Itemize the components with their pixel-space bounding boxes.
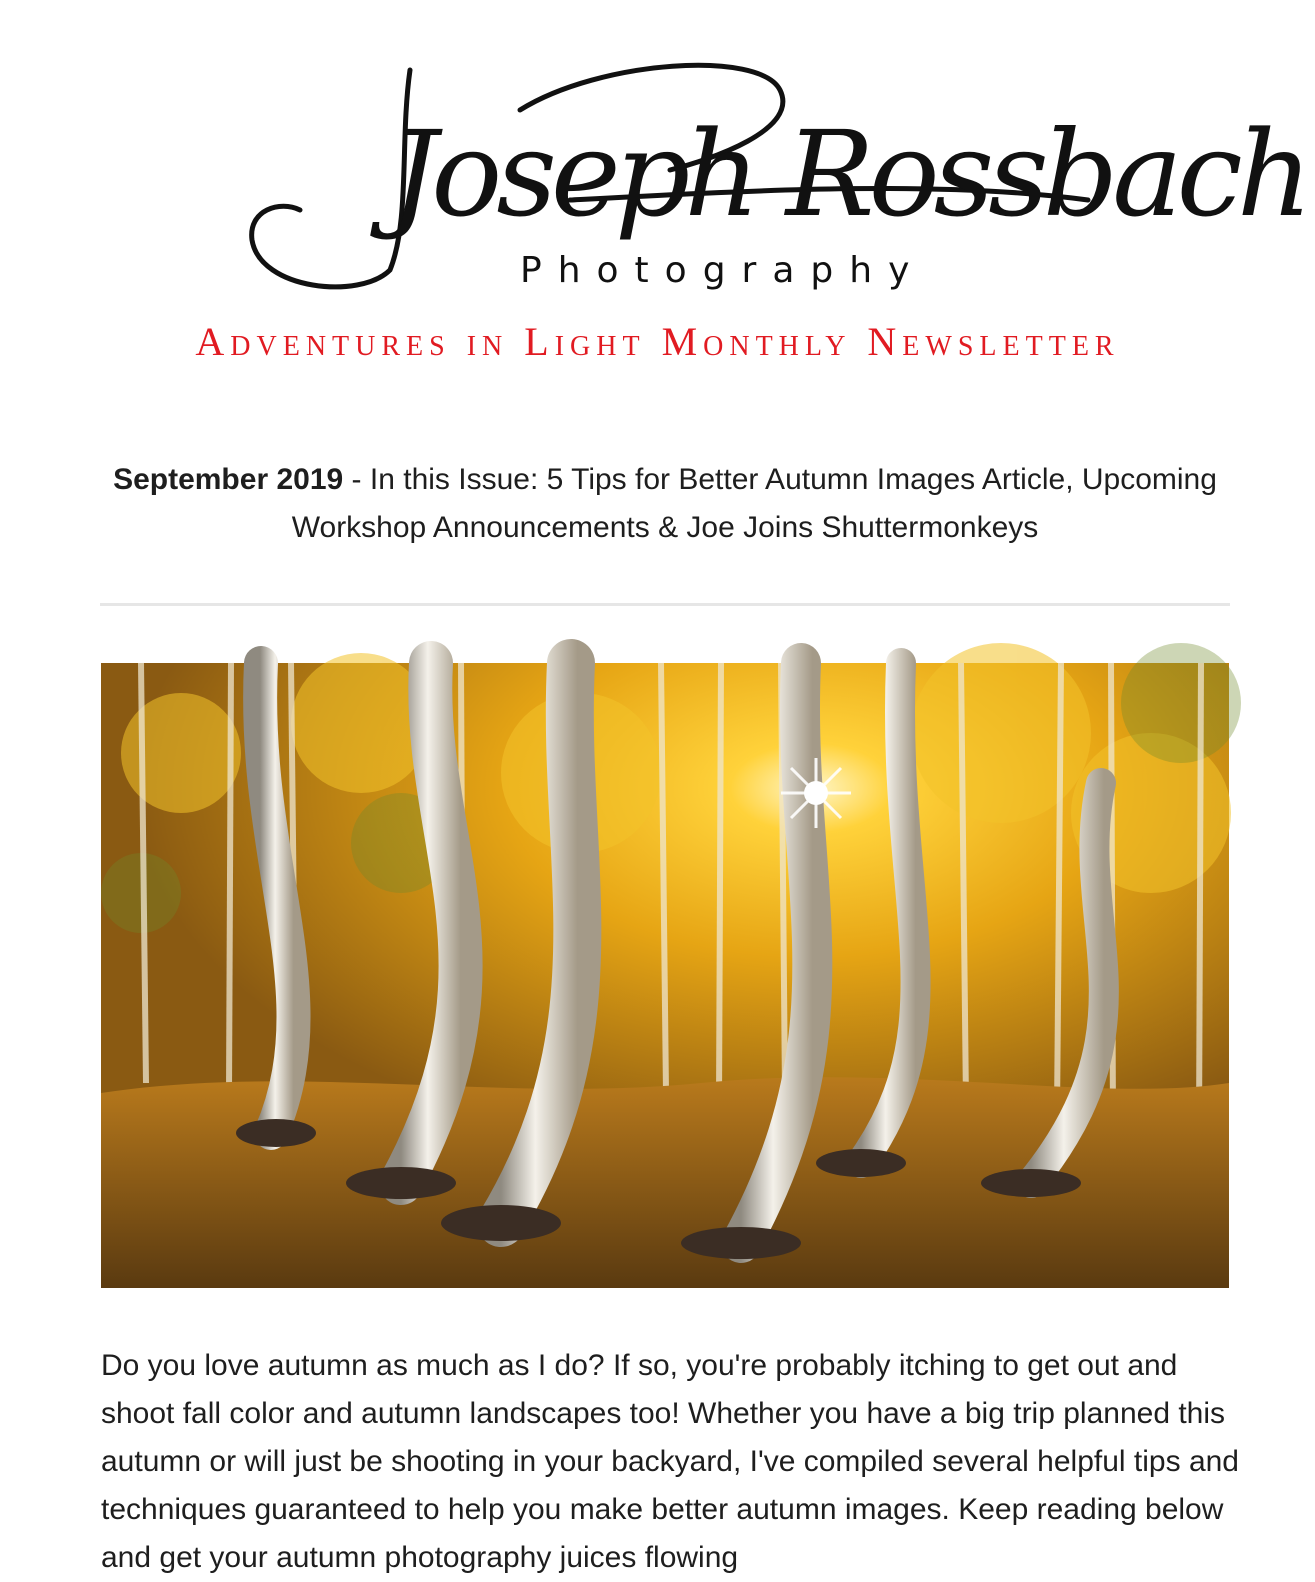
photo-aspen-forest-icon bbox=[101, 663, 1229, 1288]
hero-image[interactable] bbox=[101, 663, 1229, 1288]
issue-contents: In this Issue: 5 Tips for Better Autumn Images Article, Upcoming Workshop Announcements & Joe Joins Shuttermonkeys bbox=[291, 463, 1217, 544]
issue-separator: - bbox=[343, 463, 370, 496]
issue-date: September 2019 bbox=[113, 463, 344, 496]
logo-subtitle: Photography bbox=[520, 250, 926, 291]
issue-summary bbox=[100, 456, 1230, 552]
newsletter-tagline: Adventures in Light Monthly Newsletter bbox=[195, 319, 1120, 364]
logo-script-text: Joseph Rossbach bbox=[390, 105, 1307, 243]
section-divider bbox=[100, 603, 1230, 606]
intro-paragraph: Do you love autumn as much as I do? If so, you're probably itching to get out and shoot fall color and autumn landscapes too! Whether you have a big trip planned this autumn or will just be shooting in your backyard, I've compiled several helpful tips and techniques guaranteed to help you make better autumn images. Keep reading below and get your autumn photography juices flowing bbox=[101, 1349, 1239, 1574]
